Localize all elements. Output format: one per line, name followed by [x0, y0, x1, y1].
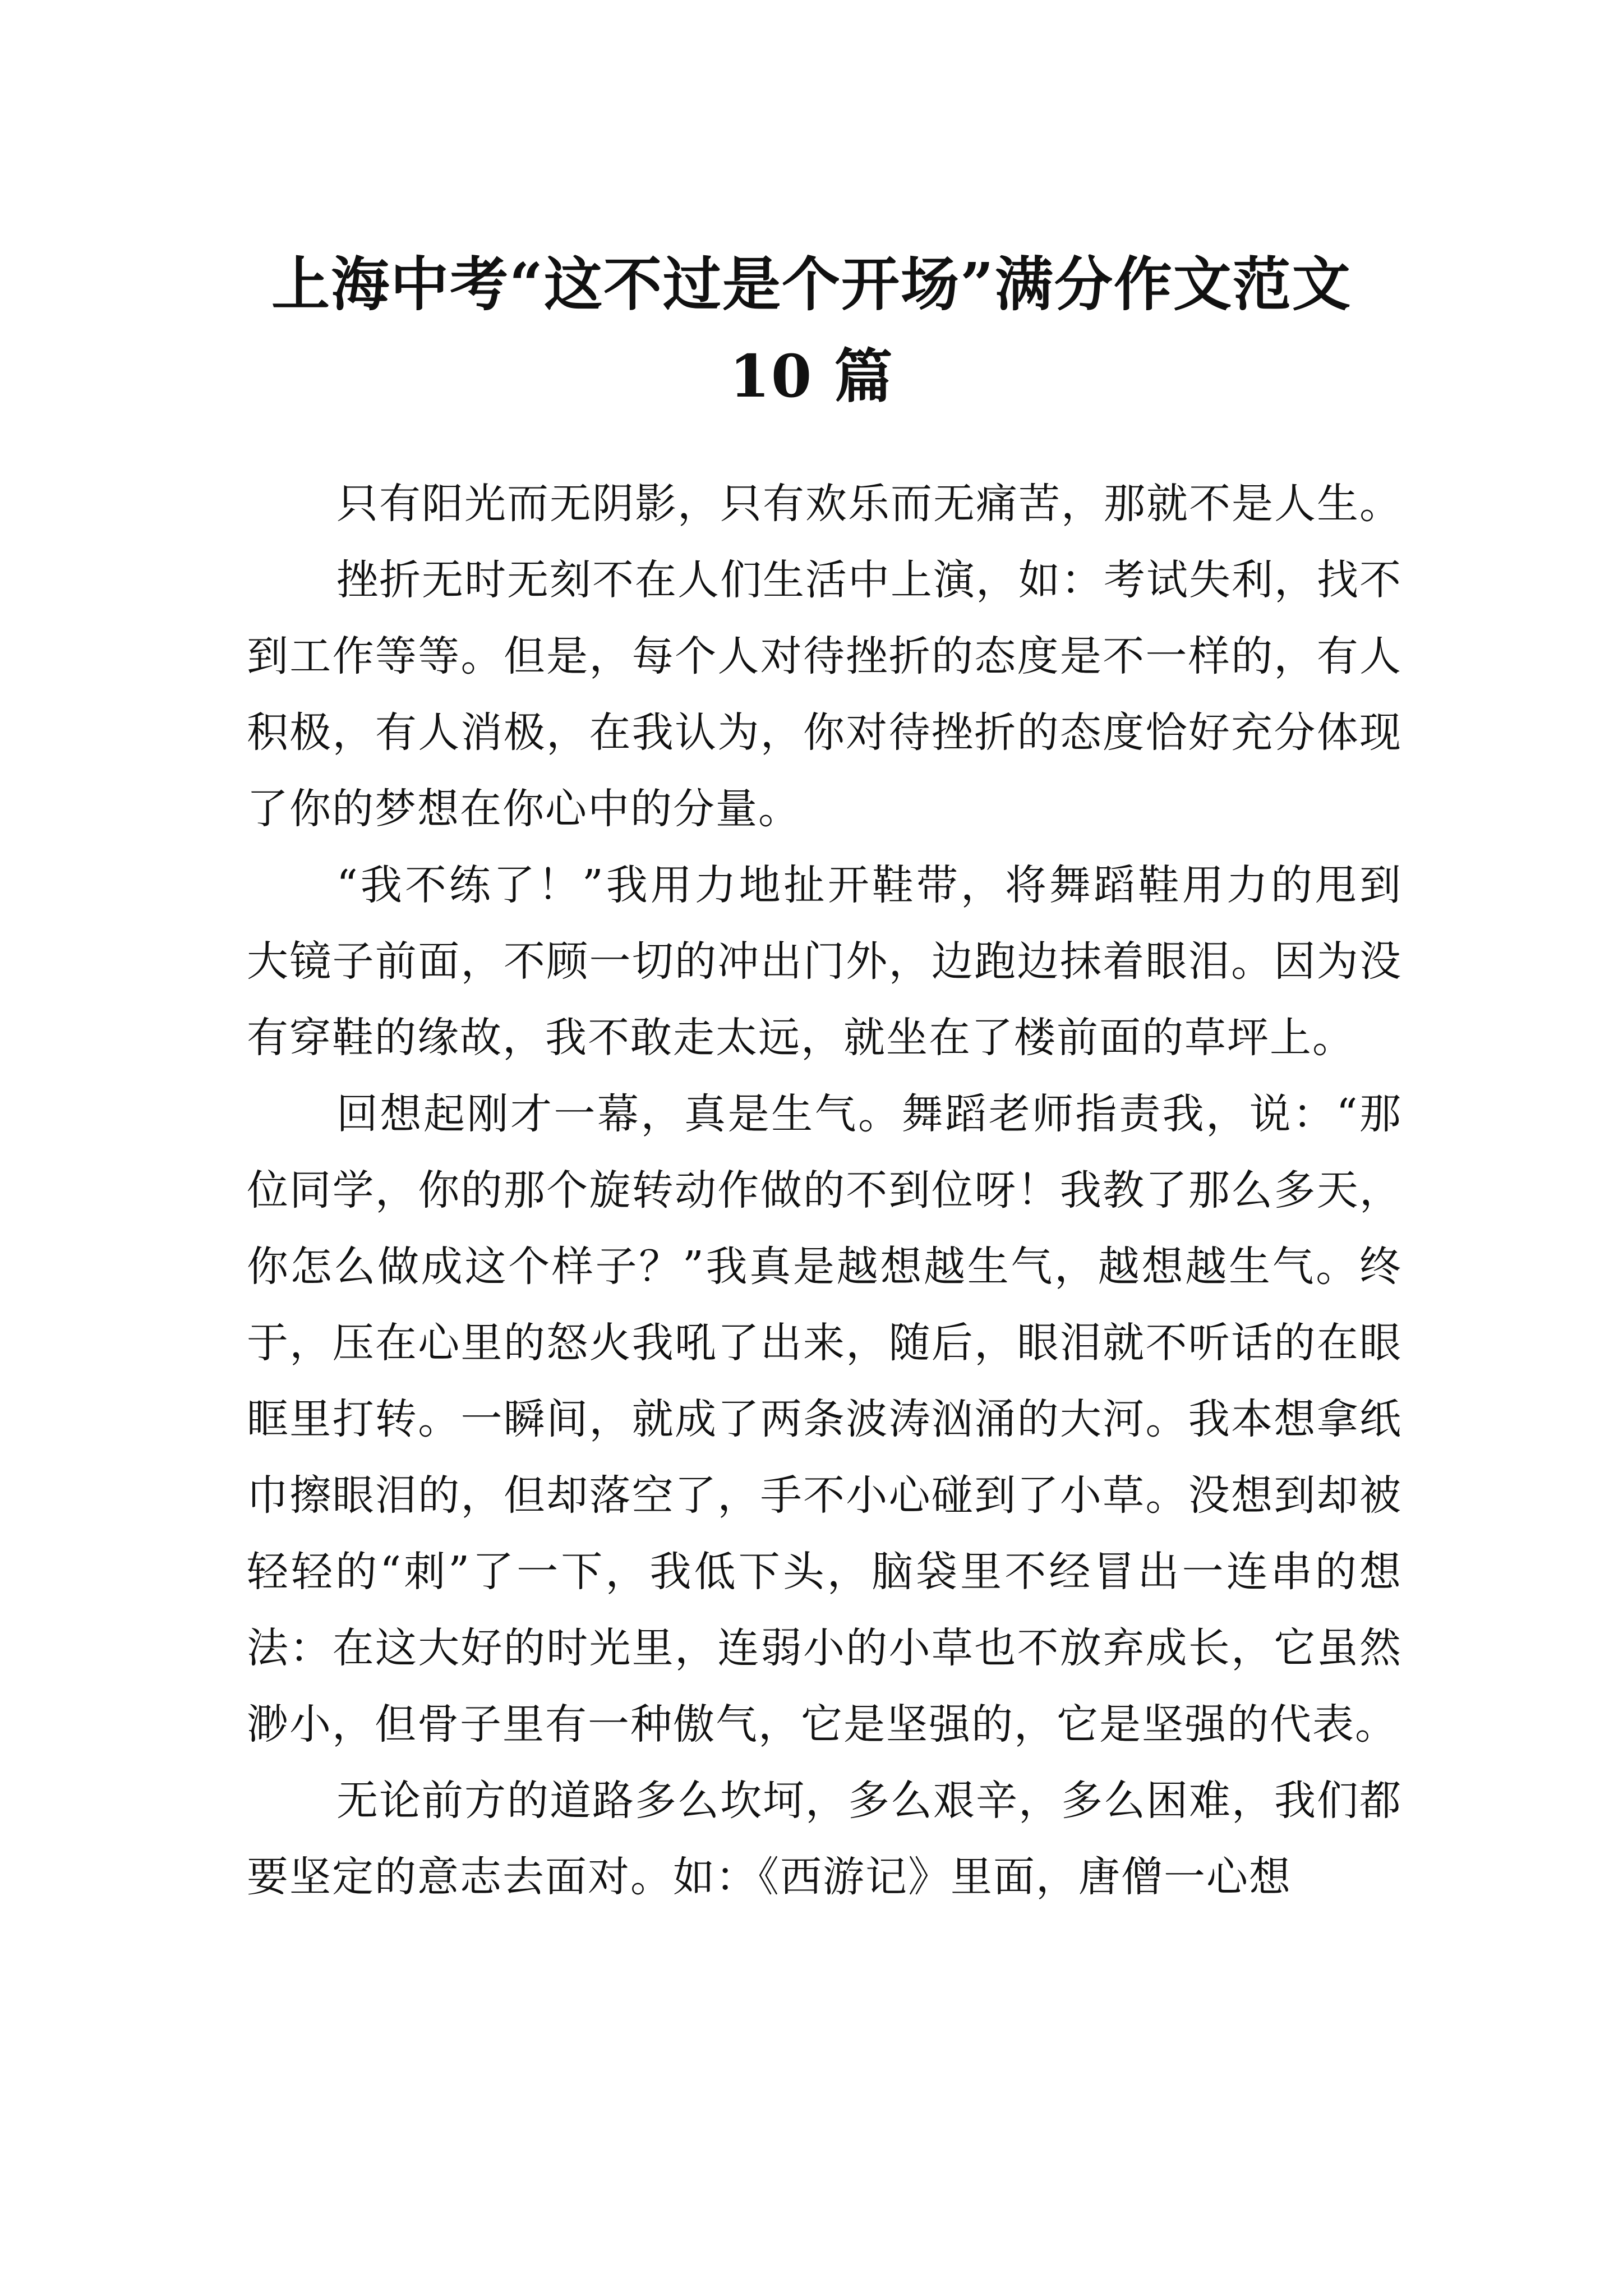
paragraph-4: 回想起刚才一幕，真是生气。舞蹈老师指责我，说：“那位同学，你的那个旋转动作做的不到位呀！我教了那么多天，你怎么做成这个样子？”我真是越想越生气，越想越生气。终于，压在心里的怒火我吼了出来，随后，眼泪就不听话的在眼眶里打转。一瞬间，就成了两条波涛汹涌的大河。我本想拿纸巾擦眼泪的，但却落空了，手不小心碰到了小草。没想到却被轻轻的“刺”了一下，我低下头，脑袋里不经冒出一连串的想法：在这大好的时光里，连弱小的小草也不放弃成长，它虽然渺小，但骨子里有一种傲气，它是坚强的，它是坚强的代表。	[247, 1090, 1402, 1749]
paragraph-2: 挫折无时无刻不在人们生活中上演，如：考试失利，找不到工作等等。但是，每个人对待挫折的态度是不一样的，有人积极，有人消极，在我认为，你对待挫折的态度恰好充分体现了你的梦想在你心中的分量。	[247, 556, 1402, 833]
title-line-1: 上海中考“这不过是个开场”满分作文范文	[271, 249, 1352, 319]
paragraph-1: 只有阳光而无阴影，只有欢乐而无痛苦，那就不是人生。	[336, 480, 1402, 528]
document-title	[236, 238, 1387, 422]
document-body	[247, 466, 1402, 1915]
paragraph-5: 无论前方的道路多么坎坷，多么艰辛，多么困难，我们都要坚定的意志去面对。如：《西游记》里面，唐僧一心想	[247, 1777, 1402, 1901]
paragraph-3: “我不练了！”我用力地扯开鞋带，将舞蹈鞋用力的甩到大镜子前面，不顾一切的冲出门外，边跑边抹着眼泪。因为没有穿鞋的缘故，我不敢走太远，就坐在了楼前面的草坪上。	[247, 861, 1402, 1062]
title-line-2: 10 篇	[729, 341, 894, 411]
